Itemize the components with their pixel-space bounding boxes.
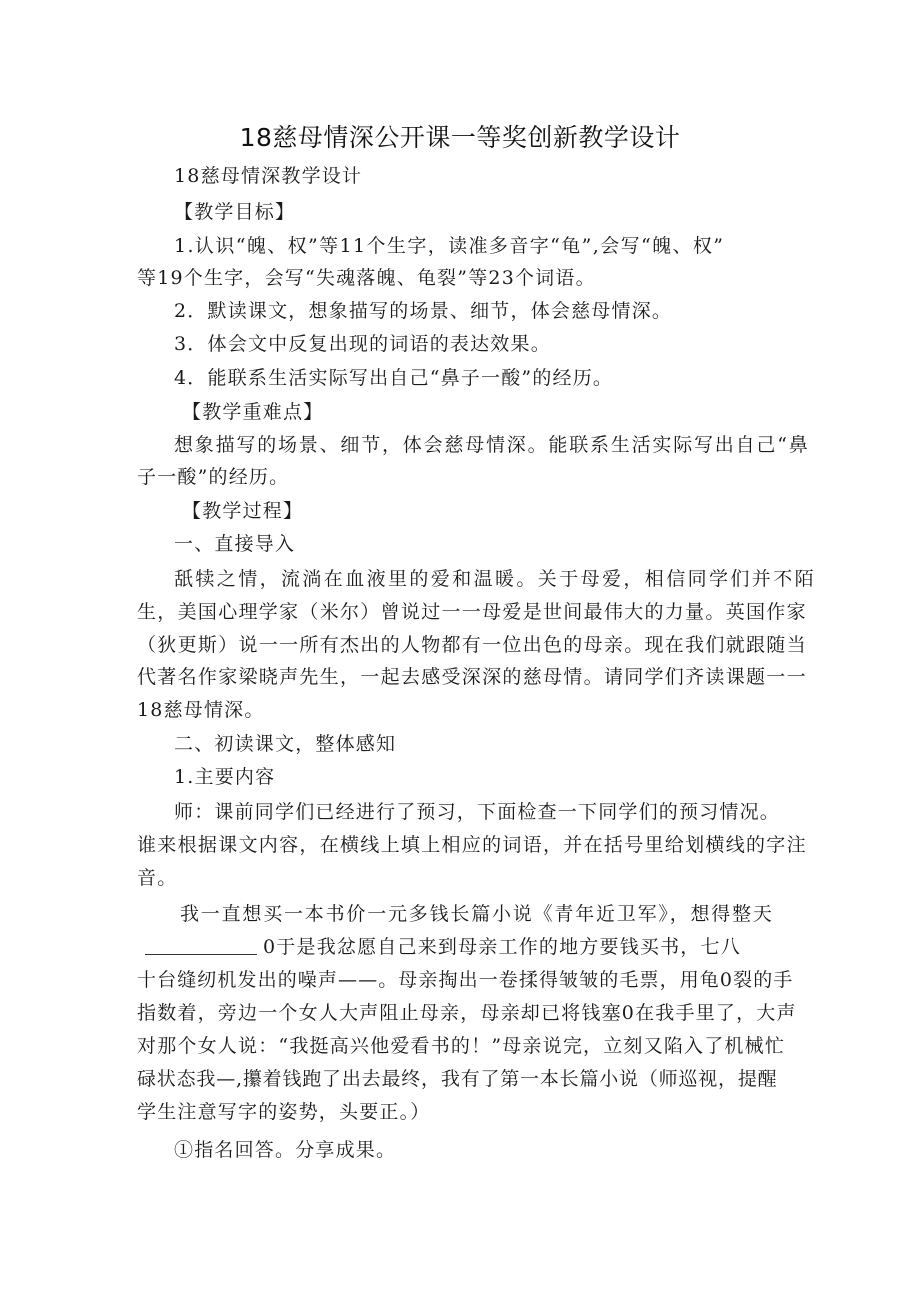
passage-line-5: 对那个女人说：“我挺高兴他爱看书的！”母亲说完，立刻又陷入了机械忙 [137, 1035, 786, 1057]
objective-line-1 [174, 231, 784, 261]
key-points-line-2: 子一酸”的经历。 [137, 466, 290, 488]
document-title: 18慈母情深公开课一等奖创新教学设计 [239, 123, 681, 152]
key-points-heading: 【教学重难点】 [182, 401, 324, 423]
passage-line-4: 指数着，旁边一个女人大声阻止母亲，母亲却已将钱塞0在我手里了，大声 [137, 1002, 797, 1024]
teacher-text-line-3: 音。 [137, 867, 178, 889]
part1-text-line-2: 生，美国心理学家（米尔）曾说过一一母爱是世间最伟大的力量。英国作家 [137, 601, 807, 623]
objectives-heading: 【教学目标】 [174, 201, 296, 223]
objective-line-3: 2．默读课文，想象描写的场景、细节，体会慈母情深。 [174, 300, 673, 322]
passage-line-6: 碌状态我—,攥着钱跑了出去最终，我有了第一本长篇小说（师巡视，提醒 [137, 1068, 778, 1090]
passage-line-2-text: 0于是我忿愿自己来到母亲工作的地方要钱买书，七八 [263, 936, 741, 958]
part1-text-line-1: 舐犊之情，流淌在血液里的爱和温暖。关于母爱，相信同学们并不陌 [174, 568, 817, 590]
answer-line: ①指名回答。分享成果。 [174, 1139, 397, 1161]
passage-line-1: 我一直想买一本书价一元多钱长篇小说《青年近卫军》，想得整天 [180, 903, 774, 925]
passage-line-3: 十台缝纫机发出的噪声——。母亲掏出一卷揉得皱皱的毛票，用龟0裂的手 [137, 969, 794, 991]
part1-text-line-3: （狄更斯）说一一所有杰出的人物都有一位出色的母亲。现在我们就跟随当 [137, 634, 807, 656]
part2-heading: 二、初读课文，整体感知 [174, 733, 397, 755]
key-points-line-1: 想象描写的场景、细节，体会慈母情深。能联系生活实际写出自己“鼻 [174, 434, 810, 456]
part1-heading: 一、直接导入 [174, 533, 296, 555]
part1-text-line-5: 18慈母情深。 [137, 699, 265, 721]
passage-line-2 [145, 932, 741, 962]
fill-in-blank-line [145, 934, 257, 955]
teacher-text-line-2: 谁来根据课文内容，在横线上填上相应的词语，并在括号里给划横线的字注 [137, 834, 807, 856]
objective-line-5: 4．能联系生活实际写出自己“鼻子一酸”的经历。 [174, 367, 614, 389]
objective-line-2: 等19个生字，会写“失魂落魄、龟裂”等23个词语。 [137, 267, 596, 289]
objective-line-1-text: 1.认识“魄、权”等11个生字，读准多音字“龟”,会写“魄、权” [174, 235, 725, 257]
document-subtitle: 18慈母情深教学设计 [174, 165, 363, 187]
teacher-text-line-1: 师：课前同学们已经进行了预习，下面检查一下同学们的预习情况。 [174, 801, 781, 823]
objective-line-4: 3．体会文中反复出现的词语的表达效果。 [174, 333, 551, 355]
part1-text-line-4: 代著名作家梁晓声先生，一起去感受深深的慈母情。请同学们齐读课题一一 [137, 666, 807, 688]
part2-sub-heading: 1.主要内容 [174, 766, 276, 788]
passage-line-7: 学生注意写字的姿势，头要正。） [137, 1101, 431, 1123]
process-heading: 【教学过程】 [182, 500, 304, 522]
